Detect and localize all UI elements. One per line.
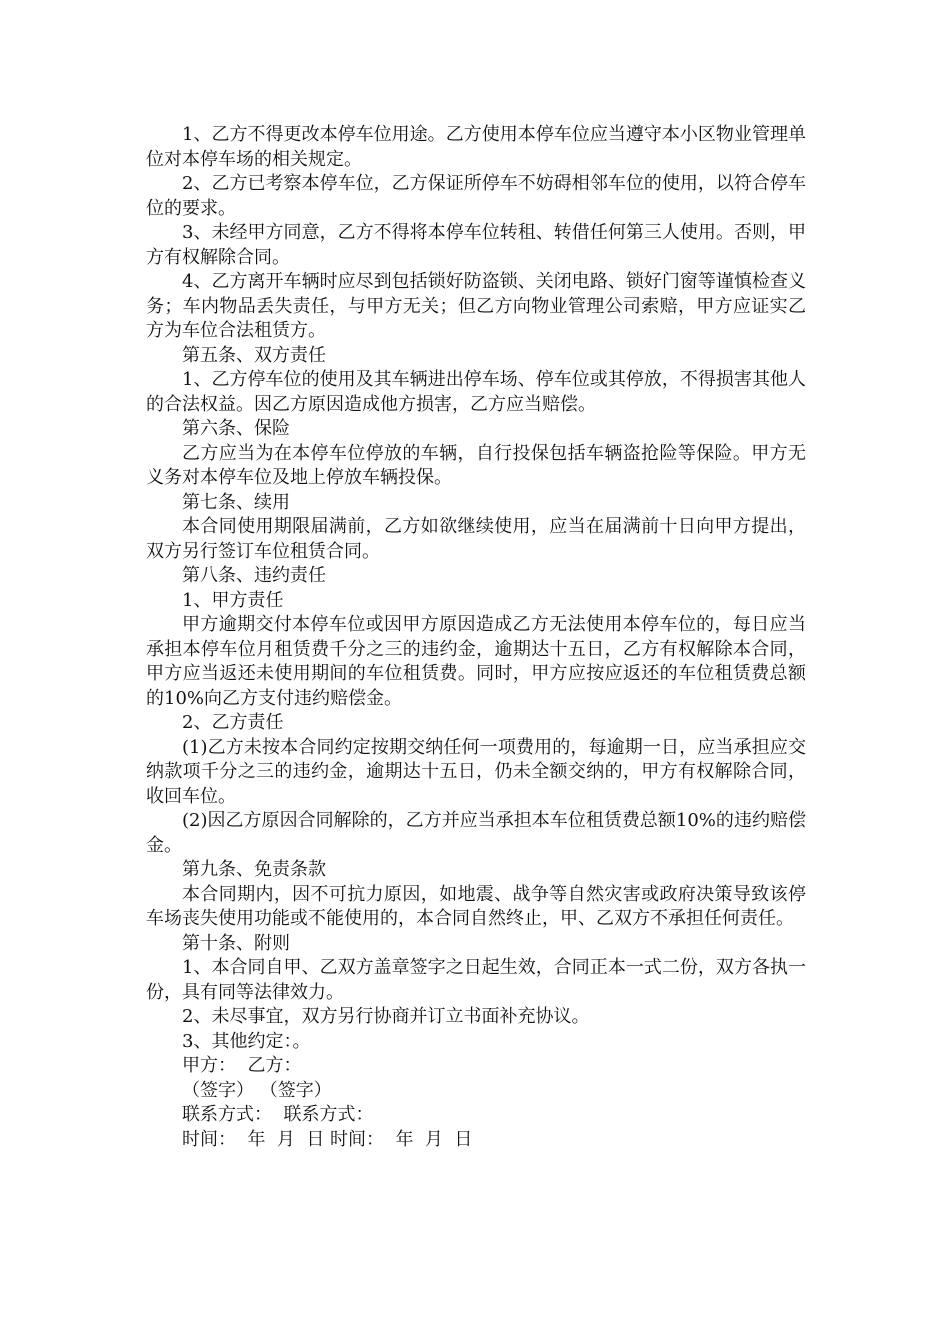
clause-paragraph: 2、未尽事宜，双方另行协商并订立书面补充协议。 [182,1006,590,1027]
clause-paragraph: 本合同期内，因不可抗力原因，如地震、战争等自然灾害或政府决策导致该停车场丧失使用功能或不能使用的，本合同自然终止，甲、乙双方不承担任何责任。 [146,883,806,929]
clause-paragraph: 乙方应当为在本停车位停放的车辆，自行投保包括车辆盗抢险等保险。甲方无义务对本停车位及地上停放车辆投保。 [146,442,806,488]
signature-sign-line: （签字） （签字） [182,1079,332,1101]
section-heading: 第五条、双方责任 [182,344,326,366]
signature-contact-line: 联系方式： 联系方式： [182,1104,374,1125]
clause-paragraph: (1)乙方未按本合同约定按期交纳任何一项费用的，每逾期一日，应当承担应交纳款项千分之三的违约金，逾期达十五日，仍未全额交纳的，甲方有权解除合同，收回车位。 [146,736,806,807]
section-heading: 第八条、违约责任 [182,565,326,586]
clause-paragraph: 2、乙方已考察本停车位，乙方保证所停车不妨碍相邻车位的使用，以符合停车位的要求。 [146,173,806,219]
clause-paragraph: 3、其他约定：。 [182,1030,311,1052]
clause-paragraph: (2)因乙方原因合同解除的，乙方并应当承担本车位租赁费总额10%的违约赔偿金。 [146,810,806,856]
clause-paragraph: 4、乙方离开车辆时应尽到包括锁好防盗锁、关闭电路、锁好门窗等谨慎检查义务；车内物品丢失责任，与甲方无关；但乙方向物业管理公司索赔，甲方应证实乙方为车位合法租赁方。 [146,271,806,341]
clause-paragraph: 1、乙方停车位的使用及其车辆进出停车场、停车位或其停放，不得损害其他人的合法权益。因乙方原因造成他方损害，乙方应当赔偿。 [146,369,806,415]
signature-date-line: 时间： 年 月 日 时间： 年 月 日 [182,1128,473,1150]
section-heading: 第十条、附则 [182,932,290,954]
section-heading: 第六条、保险 [182,418,290,439]
clause-paragraph: 1、本合同自甲、乙双方盖章签字之日起生效，合同正本一式二份，双方各执一份，具有同等法律效力。 [146,957,806,1003]
sub-heading: 2、乙方责任 [182,712,284,733]
sub-heading: 1、甲方责任 [182,589,284,611]
signature-parties-line: 甲方： 乙方： [182,1055,302,1076]
document-body [146,123,806,1152]
clause-paragraph: 1、乙方不得更改本停车位用途。乙方使用本停车位应当遵守本小区物业管理单位对本停车场的相关规定。 [146,124,806,170]
clause-paragraph: 本合同使用期限届满前，乙方如欲继续使用，应当在届满前十日向甲方提出，双方另行签订车位租赁合同。 [146,516,806,562]
clause-paragraph: 甲方逾期交付本停车位或因甲方原因造成乙方无法使用本停车位的，每日应当承担本停车位月租赁费千分之三的违约金，逾期达十五日，乙方有权解除本合同，甲方应当返还未使用期间的车位租赁费。同时，甲方应按应返还的车位租赁费总额的10%向乙方支付违约赔偿金。 [146,614,806,709]
clause-paragraph: 3、未经甲方同意，乙方不得将本停车位转租、转借任何第三人使用。否则，甲方有权解除合同。 [146,222,806,268]
section-heading: 第七条、续用 [182,491,290,513]
section-heading: 第九条、免责条款 [182,859,326,880]
